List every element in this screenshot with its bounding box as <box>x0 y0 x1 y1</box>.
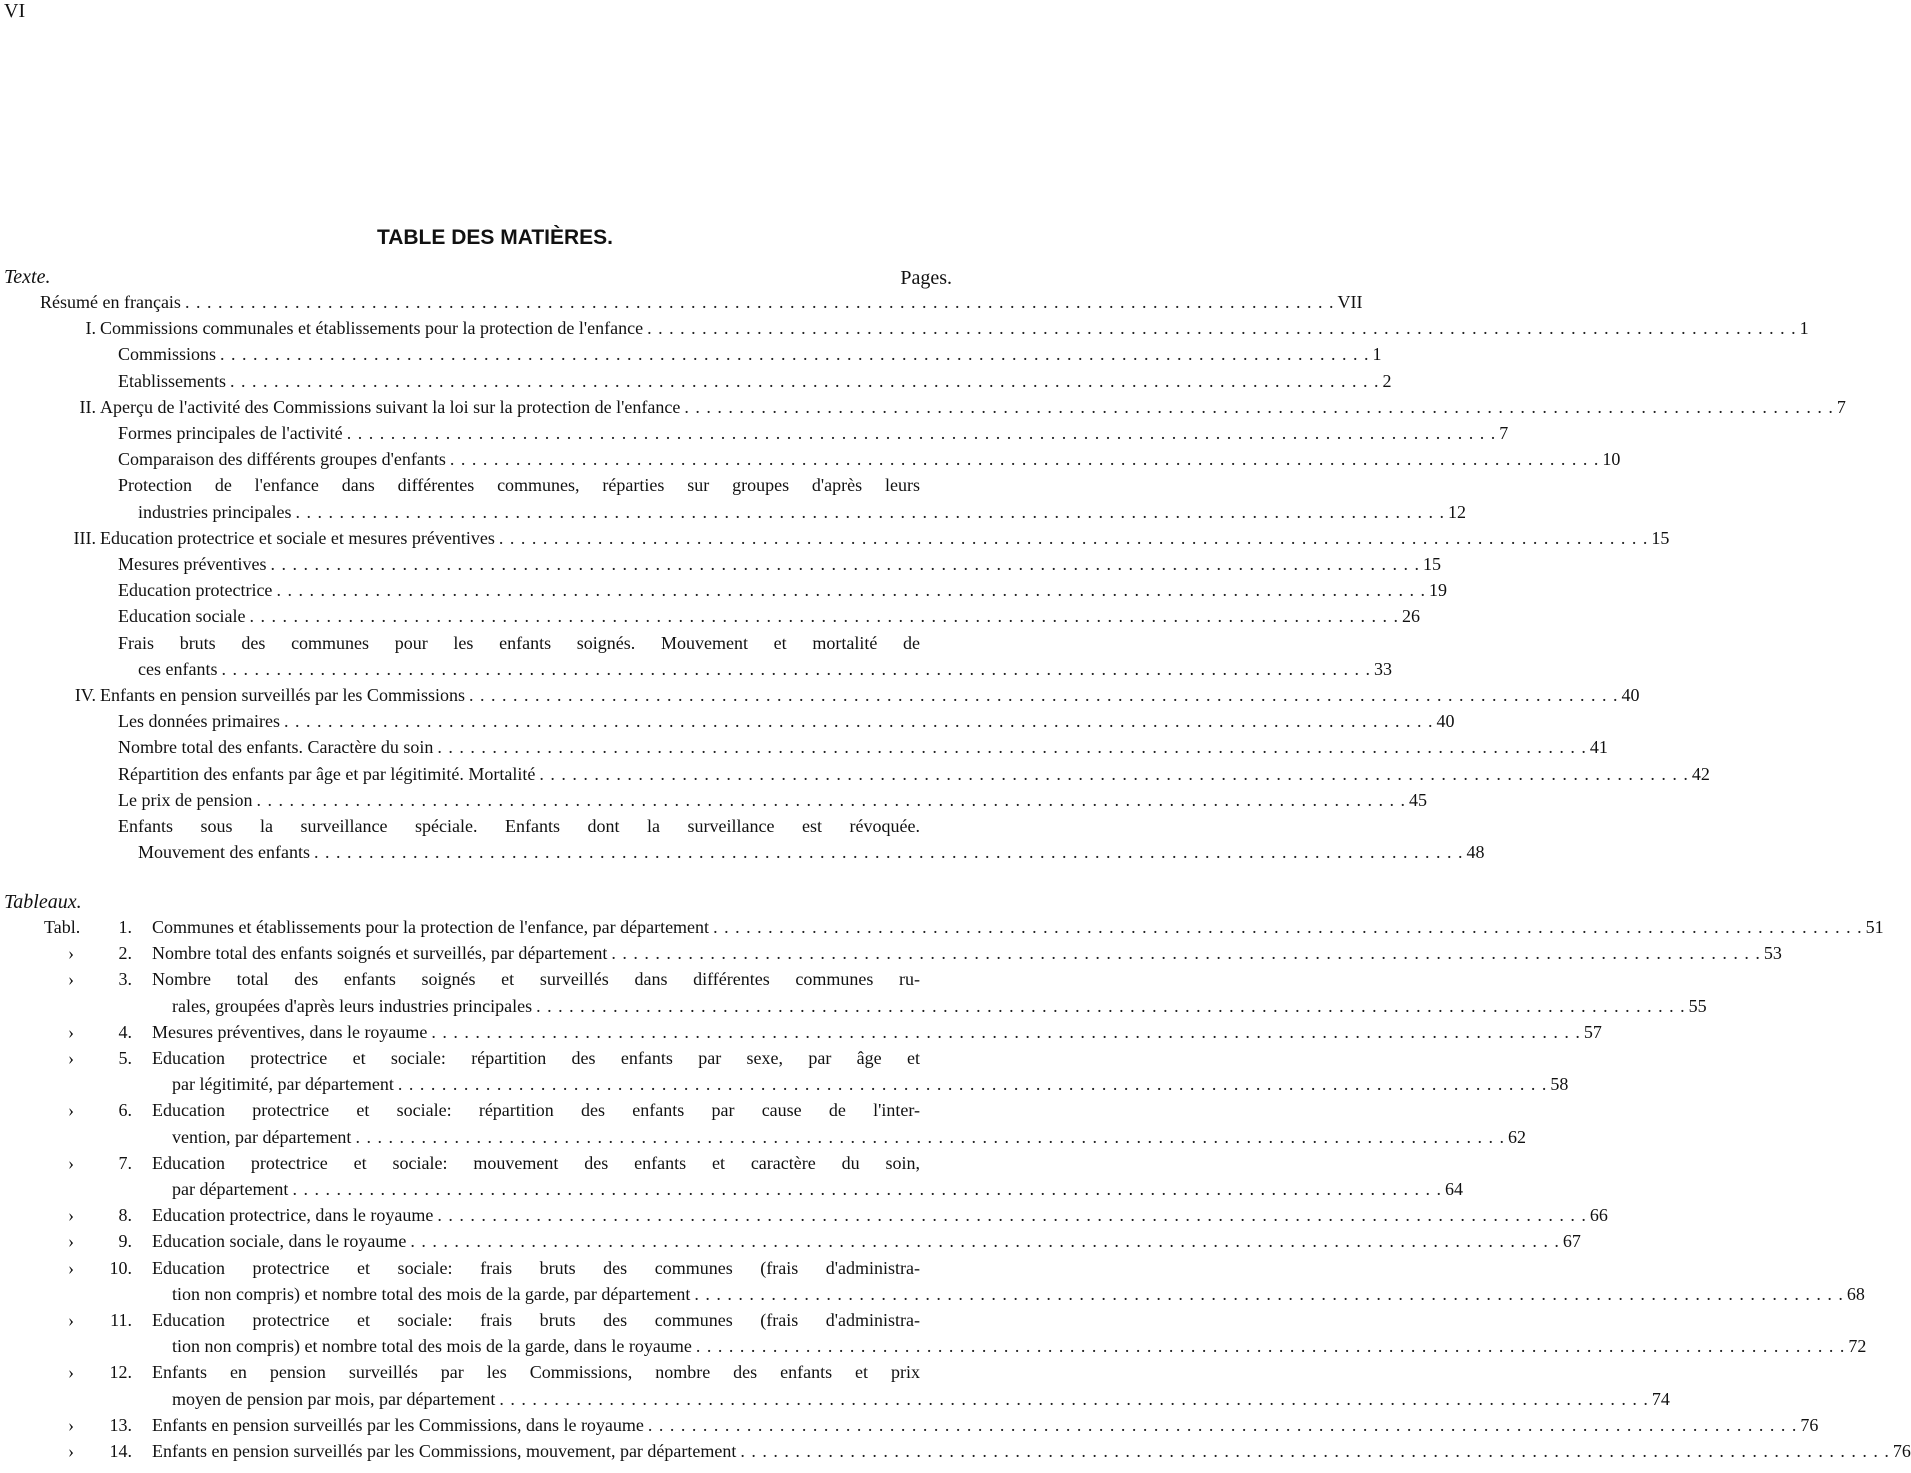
dot-leader <box>713 917 1862 938</box>
entry-label: moyen de pension par mois, par département <box>172 1388 496 1409</box>
dot-leader <box>398 1074 1547 1095</box>
subentry <box>118 580 1447 604</box>
page-ref: 1 <box>1372 344 1382 365</box>
page-ref: 72 <box>1848 1336 1867 1357</box>
table-title-line: Education protectrice et sociale: répartition des enfants par sexe, par âge et <box>152 1048 920 1068</box>
page-ref: 40 <box>1436 711 1455 732</box>
table-number: 11. <box>110 1310 132 1330</box>
dot-leader <box>647 318 1796 339</box>
dot-leader <box>499 1389 1648 1410</box>
subentry <box>118 554 1441 578</box>
table-number: 4. <box>118 1021 132 1042</box>
table-number: 13. <box>109 1414 132 1435</box>
dot-leader <box>469 685 1618 706</box>
dot-leader <box>221 659 1370 680</box>
dot-leader <box>499 528 1648 549</box>
dot-leader <box>694 1284 1843 1305</box>
dot-leader <box>740 1441 1889 1462</box>
dot-leader <box>611 943 1760 964</box>
page-ref: 45 <box>1408 789 1427 810</box>
dot-leader <box>276 580 1425 601</box>
dot-leader <box>230 371 1379 392</box>
entry-label: Le prix de pension <box>118 789 253 810</box>
dot-leader <box>410 1231 1559 1252</box>
subentry-line: Frais bruts des communes pour les enfants soignés. Mouvement et mortalité de <box>118 632 920 653</box>
section-number: II. <box>79 396 96 417</box>
pages-heading: Pages. <box>900 267 952 289</box>
page-ref: 2 <box>1382 370 1392 391</box>
dot-leader <box>437 737 1586 758</box>
texte-heading: Texte. <box>4 266 51 288</box>
dot-leader <box>292 1179 1441 1200</box>
entry-label: Comparaison des différents groupes d'enfants <box>118 449 446 470</box>
subentry <box>118 449 1621 473</box>
table-entry <box>152 1414 1819 1439</box>
table-number: 7. <box>118 1152 132 1173</box>
section-number: III. <box>73 527 96 548</box>
table-prefix: Tabl. <box>44 917 81 937</box>
table-title-line: Education protectrice et sociale: répartition des enfants par cause de l'inter- <box>152 1100 920 1121</box>
table-entry <box>172 1074 1569 1098</box>
page-ref: 7 <box>1499 423 1509 443</box>
dot-leader <box>284 711 1433 732</box>
dot-leader <box>431 1022 1580 1043</box>
table-number: 9. <box>118 1231 132 1252</box>
dot-leader <box>437 1205 1586 1226</box>
entry-label: rales, groupées d'après leurs industries principales <box>172 995 533 1016</box>
table-prefix: › <box>68 1021 74 1042</box>
entry-label: Communes et établissements pour la protection de l'enfance, par département <box>152 917 710 937</box>
dot-leader <box>696 1336 1845 1357</box>
subentry <box>118 606 1420 630</box>
page-ref: 7 <box>1836 396 1846 417</box>
entry-label: Formes principales de l'activité <box>118 423 343 443</box>
entry-label: industries principales <box>138 501 292 522</box>
table-number: 6. <box>118 1100 132 1121</box>
page-ref: 67 <box>1562 1231 1581 1252</box>
table-entry <box>172 1283 1865 1308</box>
table-prefix: › <box>68 1257 74 1278</box>
table-prefix: › <box>68 969 74 990</box>
table-title-line: Nombre total des enfants soignés et surveillés dans différentes communes ru- <box>152 969 920 990</box>
table-prefix: › <box>68 1048 74 1068</box>
page-ref: 15 <box>1422 554 1441 574</box>
entry-label: Mesures préventives <box>118 554 267 574</box>
entry-label: Education sociale <box>118 606 246 627</box>
table-prefix: › <box>68 1362 74 1383</box>
entry-label: Mesures préventives, dans le royaume <box>152 1021 428 1042</box>
section-number: IV. <box>74 685 96 705</box>
page-ref: 62 <box>1507 1126 1526 1147</box>
table-number: 14. <box>109 1441 132 1461</box>
page-ref: 66 <box>1589 1205 1608 1226</box>
dot-leader <box>185 292 1334 313</box>
table-entry <box>152 917 1884 941</box>
tableaux-heading: Tableaux. <box>4 891 82 913</box>
subentry-line: Enfants sous la surveillance spéciale. Enfants dont la surveillance est révoquée. <box>118 816 920 836</box>
subentry <box>118 763 1710 788</box>
section-entry <box>100 685 1640 709</box>
section-entry <box>100 527 1670 552</box>
page-ref: 40 <box>1621 685 1640 705</box>
table-entry <box>172 1126 1526 1151</box>
table-prefix: › <box>68 1231 74 1252</box>
page-ref: 51 <box>1865 917 1884 937</box>
table-entry <box>172 1388 1670 1413</box>
page-ref: VII <box>1337 292 1363 312</box>
table-number: 12. <box>109 1362 132 1383</box>
dot-leader <box>536 996 1685 1017</box>
dot-leader <box>355 1127 1504 1148</box>
table-number: 3. <box>118 969 132 990</box>
subentry <box>118 789 1427 814</box>
section-entry <box>100 396 1846 421</box>
entry-label: par légitimité, par département <box>172 1074 394 1095</box>
entry-label: Enfants en pension surveillés par les Commissions, mouvement, par département <box>152 1441 737 1461</box>
table-entry <box>172 1336 1867 1360</box>
table-prefix: › <box>68 1414 74 1435</box>
page-ref: 41 <box>1589 737 1608 758</box>
dot-leader <box>256 790 1405 811</box>
page-ref: 48 <box>1466 842 1485 863</box>
dot-leader <box>295 502 1444 523</box>
subentry <box>118 737 1608 761</box>
subentry <box>138 842 1485 866</box>
subentry <box>118 711 1455 735</box>
entry-label: Education protectrice et sociale et mesures préventives <box>100 527 495 548</box>
table-number: 5. <box>118 1048 132 1068</box>
table-entry <box>152 1021 1602 1046</box>
table-entry <box>172 995 1707 1020</box>
entry-label: Répartition des enfants par âge et par légitimité. Mortalité <box>118 763 536 784</box>
table-number: 10. <box>109 1257 132 1278</box>
page-ref: 10 <box>1602 449 1621 470</box>
table-entry <box>152 1205 1608 1229</box>
subentry-line: Protection de l'enfance dans différentes communes, réparties sur groupes d'après leurs <box>118 475 920 496</box>
dot-leader <box>314 842 1463 863</box>
entry-label: Résumé en français <box>40 292 181 312</box>
entry-label: Commissions <box>118 344 217 365</box>
table-title-line: Education protectrice et sociale: frais bruts des communes (frais d'administra- <box>152 1310 920 1330</box>
table-entry <box>152 1441 1911 1465</box>
table-number: 2. <box>118 943 132 964</box>
entry-label: par département <box>172 1179 289 1199</box>
entry-label: Education sociale, dans le royaume <box>152 1231 407 1252</box>
dot-leader <box>450 449 1599 470</box>
table-prefix: › <box>68 1441 74 1461</box>
entry-label: Les données primaires <box>118 711 280 732</box>
subentry <box>138 501 1466 526</box>
entry-label: Education protectrice <box>118 580 273 601</box>
section-entry <box>100 318 1809 342</box>
page-ref: 19 <box>1428 580 1447 601</box>
resume-entry <box>40 292 1363 316</box>
page-number: VI <box>4 0 26 22</box>
page-ref: 53 <box>1763 943 1782 964</box>
table-title-line: Education protectrice et sociale: mouvement des enfants et caractère du soin, <box>152 1152 920 1173</box>
page-ref: 1 <box>1799 318 1809 339</box>
page-ref: 76 <box>1800 1414 1819 1435</box>
table-prefix: › <box>68 1310 74 1330</box>
table-entry <box>152 943 1782 967</box>
table-entry <box>152 1231 1581 1255</box>
page-ref: 57 <box>1583 1021 1602 1042</box>
page-ref: 74 <box>1651 1388 1670 1409</box>
dot-leader <box>539 764 1688 785</box>
dot-leader <box>648 1415 1797 1436</box>
dot-leader <box>347 423 1496 444</box>
table-prefix: › <box>68 1100 74 1121</box>
entry-label: Aperçu de l'activité des Commissions suivant la loi sur la protection de l'enfance <box>100 396 681 417</box>
page-ref: 76 <box>1892 1441 1911 1461</box>
page-ref: 33 <box>1373 658 1392 679</box>
entry-label: Enfants en pension surveillés par les Commissions, dans le royaume <box>152 1414 644 1435</box>
subentry <box>138 658 1392 683</box>
page-ref: 68 <box>1846 1283 1865 1304</box>
subentry <box>118 423 1509 447</box>
page-ref: 42 <box>1691 763 1710 784</box>
page-title: TABLE DES MATIÈRES. <box>376 226 614 249</box>
page-ref: 58 <box>1550 1074 1569 1095</box>
table-prefix: › <box>68 1205 74 1226</box>
table-number: 1. <box>118 917 132 937</box>
entry-label: Education protectrice, dans le royaume <box>152 1205 434 1226</box>
page-ref: 55 <box>1688 995 1707 1016</box>
table-title-line: Enfants en pension surveillés par les Commissions, nombre des enfants et prix <box>152 1362 920 1383</box>
entry-label: Nombre total des enfants. Caractère du soin <box>118 737 434 758</box>
entry-label: Mouvement des enfants <box>138 842 310 863</box>
subentry <box>118 370 1392 395</box>
dot-leader <box>684 397 1833 418</box>
page-ref: 26 <box>1401 606 1420 627</box>
subentry <box>118 344 1382 368</box>
entry-label: tion non compris) et nombre total des mois de la garde, par département <box>172 1283 691 1304</box>
page-ref: 64 <box>1444 1179 1463 1199</box>
entry-label: Enfants en pension surveillés par les Commissions <box>100 685 465 705</box>
table-entry <box>172 1179 1463 1203</box>
table-prefix: › <box>68 1152 74 1173</box>
entry-label: Commissions communales et établissements pour la protection de l'enfance <box>100 318 644 339</box>
table-title-line: Education protectrice et sociale: frais bruts des communes (frais d'administra- <box>152 1257 920 1278</box>
dot-leader <box>270 554 1419 575</box>
entry-label: Nombre total des enfants soignés et surveillés, par département <box>152 943 608 964</box>
page-ref: 15 <box>1651 527 1670 548</box>
table-prefix: › <box>68 943 74 964</box>
dot-leader <box>249 606 1398 627</box>
dot-leader <box>220 344 1369 365</box>
entry-label: ces enfants <box>138 658 218 679</box>
entry-label: tion non compris) et nombre total des mois de la garde, dans le royaume <box>172 1336 692 1357</box>
entry-label: vention, par département <box>172 1126 352 1147</box>
page-ref: 12 <box>1447 501 1466 522</box>
entry-label: Etablissements <box>118 370 226 391</box>
table-number: 8. <box>118 1205 132 1226</box>
section-number: I. <box>85 318 96 339</box>
